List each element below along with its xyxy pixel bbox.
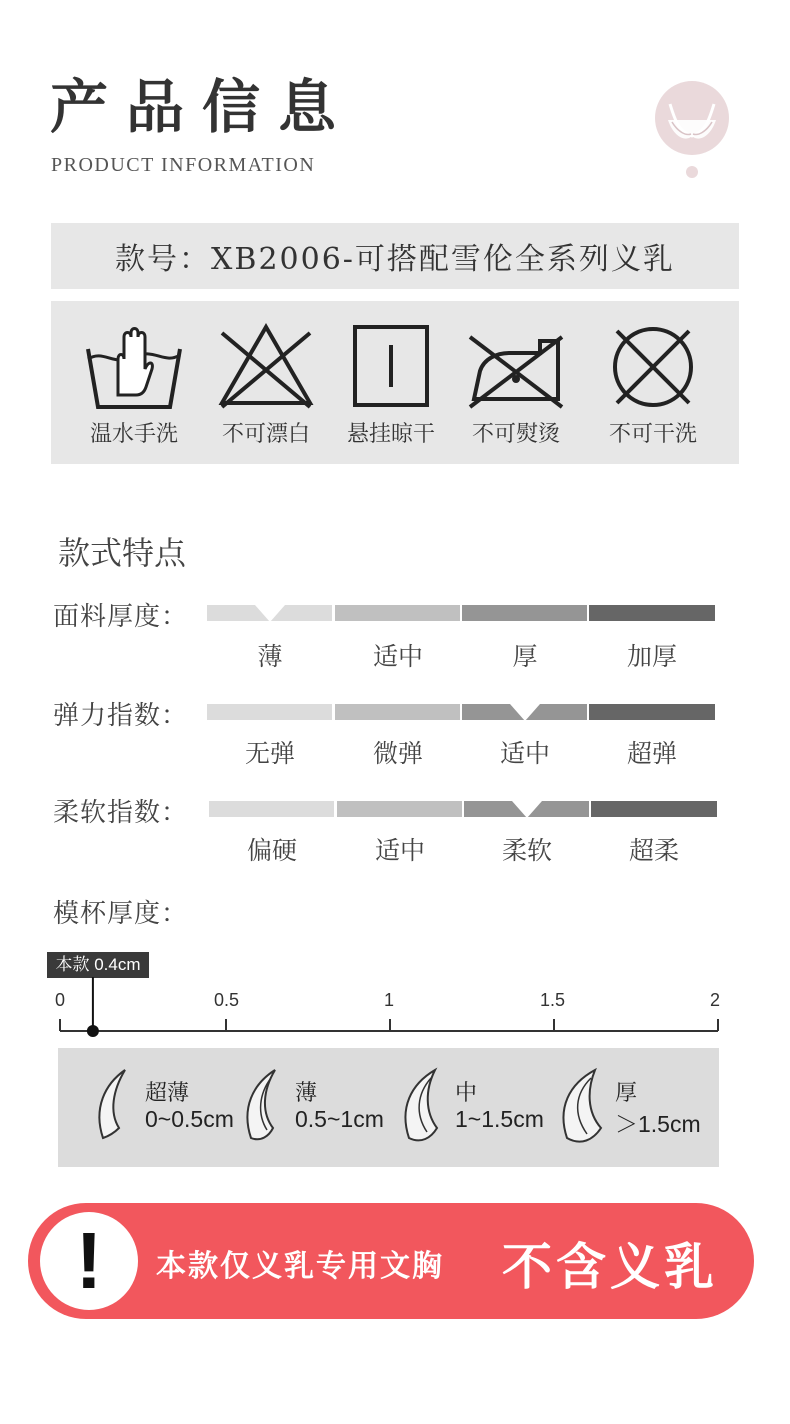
fabric-thickness-label: 面料厚度： (53, 602, 189, 632)
scale-segment (209, 801, 334, 817)
cup-level-name: 薄 (295, 1081, 318, 1106)
bra-logo-icon (650, 80, 734, 180)
features-title: 款式特点 (58, 534, 187, 572)
style-number-bar: 款号：XB2006-可搭配雪伦全系列义乳 (51, 223, 739, 289)
scale-segment (207, 704, 332, 720)
scale-option: 超弹 (626, 739, 677, 768)
no-bleach-icon (216, 319, 316, 411)
care-item-no-dry-clean (593, 301, 713, 464)
selected-marker (255, 605, 285, 622)
care-item-hang-dry (331, 301, 451, 464)
care-item-no-bleach (206, 301, 326, 464)
page-title: 产品信息 (50, 73, 355, 141)
scale-segment (335, 605, 460, 621)
page-subtitle: PRODUCT INFORMATION (51, 154, 316, 176)
hand-wash-icon (84, 319, 184, 411)
scale-option: 超柔 (628, 836, 679, 865)
scale-option: 偏硬 (246, 836, 297, 865)
warning-icon (40, 1212, 138, 1310)
cup-shape-icon (555, 1066, 615, 1146)
scale-segment (337, 801, 462, 817)
scale-option: 柔软 (501, 836, 552, 865)
elasticity-label: 弹力指数： (53, 701, 189, 731)
cup-level-range: 0.5~1cm (295, 1106, 384, 1132)
scale-segment (591, 801, 717, 817)
cup-level-name: 超薄 (145, 1081, 190, 1106)
cup-shape-icon (85, 1066, 145, 1146)
scale-option: 微弹 (372, 739, 423, 768)
cup-level-name: 中 (455, 1081, 478, 1106)
exclamation-mark: ! (75, 1216, 103, 1305)
softness-scale (209, 801, 717, 881)
ruler-tick-label: 1.5 (540, 990, 566, 1010)
notice-emphasis: 不含义乳 (502, 1238, 718, 1296)
scale-option: 薄 (257, 642, 283, 671)
scale-segment (589, 704, 715, 720)
care-label-hand-wash: 温水手洗 (89, 422, 178, 447)
scale-option: 厚 (512, 642, 538, 671)
scale-option: 适中 (499, 739, 550, 768)
ruler-tick-label: 0.5 (214, 990, 240, 1010)
scale-option: 无弹 (244, 739, 295, 768)
cup-level-range: ＞1.5cm (615, 1111, 701, 1137)
ruler-tick-label: 2 (710, 990, 721, 1010)
care-item-hand-wash (74, 301, 194, 464)
cup-level-thick (543, 1048, 703, 1167)
care-instructions-panel (51, 301, 739, 464)
current-thickness-tag: 本款 0.4cm (47, 952, 149, 978)
notice-banner (28, 1203, 754, 1319)
softness-label: 柔软指数： (53, 798, 189, 828)
cup-level-medium (383, 1048, 543, 1167)
elasticity-scale (207, 704, 715, 784)
cup-shape-icon (235, 1066, 295, 1146)
no-dry-clean-icon (603, 319, 703, 411)
cup-level-name: 厚 (615, 1081, 638, 1106)
ruler-pointer-dot (87, 1025, 99, 1037)
selected-marker (512, 801, 542, 818)
cup-level-range: 1~1.5cm (455, 1106, 544, 1132)
fabric-thickness-scale (207, 605, 715, 685)
care-label-no-dry-clean: 不可干洗 (608, 422, 697, 447)
ruler-tick-label: 1 (384, 990, 395, 1010)
notice-text: 本款仅义乳专用文胸 (156, 1249, 444, 1284)
scale-segment (335, 704, 460, 720)
care-label-no-iron: 不可熨烫 (471, 422, 560, 447)
ruler-tick-label: 0 (55, 990, 66, 1010)
scale-option: 加厚 (626, 642, 677, 671)
hang-dry-icon (341, 319, 441, 411)
selected-marker (510, 704, 540, 721)
scale-option: 适中 (372, 642, 423, 671)
scale-segment (462, 605, 587, 621)
care-item-no-iron (456, 301, 576, 464)
care-label-hang-dry: 悬挂晾干 (346, 422, 435, 447)
thickness-ruler (50, 975, 730, 1045)
care-label-no-bleach: 不可漂白 (221, 422, 310, 447)
cup-shape-icon (395, 1066, 455, 1146)
cup-level-range: 0~0.5cm (145, 1106, 234, 1132)
scale-option: 适中 (374, 836, 425, 865)
cup-thickness-label: 模杯厚度： (53, 899, 189, 929)
cup-level-thin (223, 1048, 383, 1167)
scale-segment (589, 605, 715, 621)
cup-thickness-legend (58, 1048, 719, 1167)
no-iron-icon (466, 319, 566, 411)
cup-level-ultra-thin (73, 1048, 233, 1167)
